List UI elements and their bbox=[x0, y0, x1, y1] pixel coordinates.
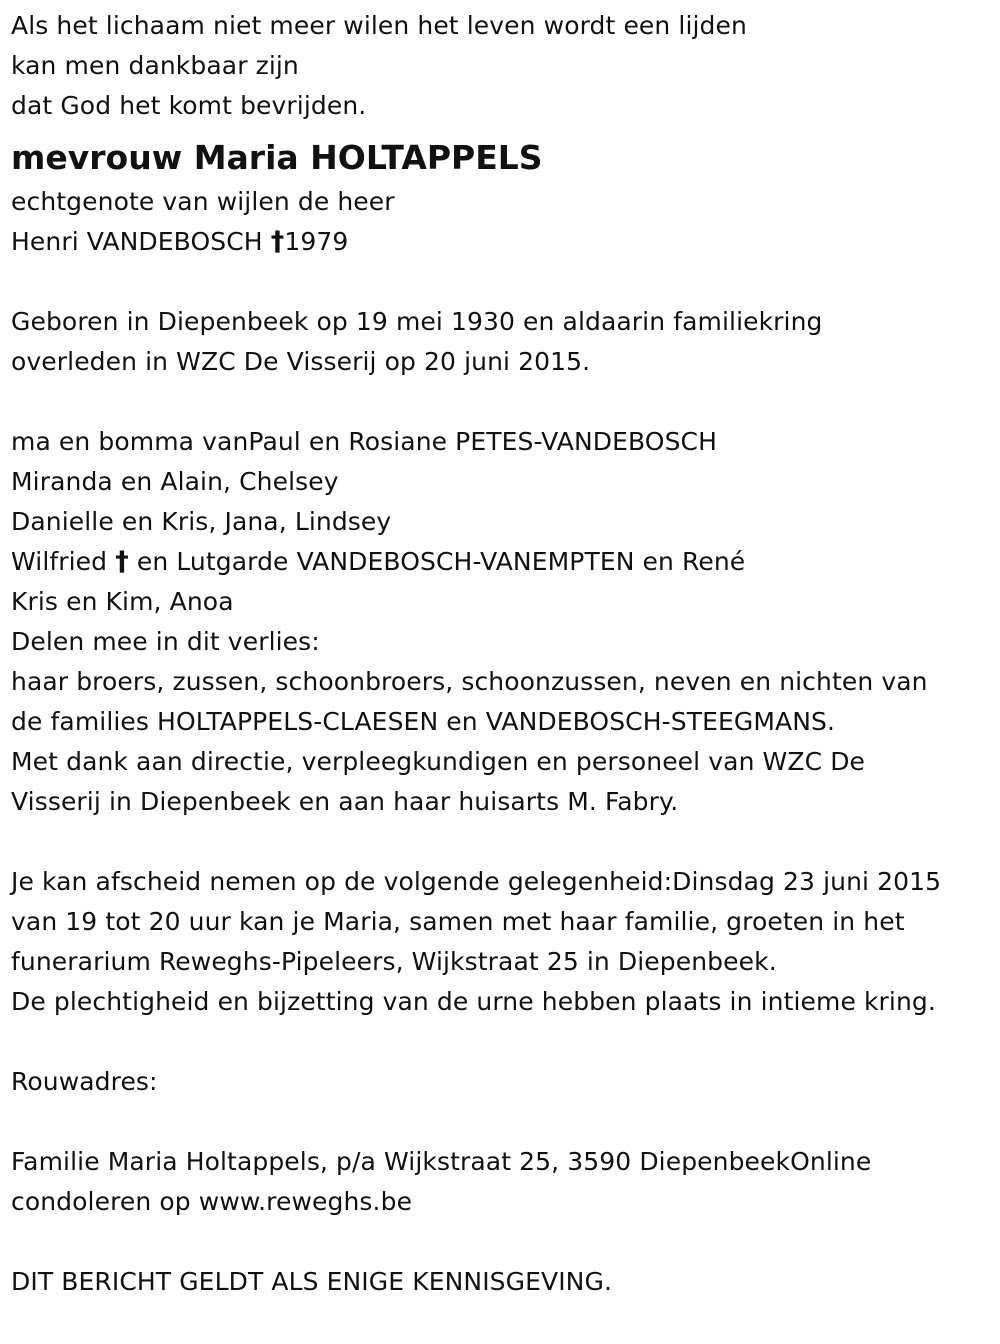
poem-line: kan men dankbaar zijn bbox=[11, 51, 299, 80]
birth-line: Geboren in Diepenbeek op 19 mei 1930 en aldaarin familiekring bbox=[11, 307, 823, 336]
thanks-line: Visserij in Diepenbeek en aan haar huisarts M. Fabry. bbox=[11, 787, 679, 816]
poem-line: dat God het komt bevrijden. bbox=[11, 91, 367, 120]
family-line: ma en bomma vanPaul en Rosiane PETES-VANDEBOSCH bbox=[11, 427, 718, 456]
footer-notice: DIT BERICHT GELDT ALS ENIGE KENNISGEVING. bbox=[11, 1267, 612, 1296]
family-line-start: Wilfried bbox=[11, 547, 116, 576]
poem bbox=[11, 6, 996, 126]
farewell-line: van 19 tot 20 uur kan je Maria, samen met haar familie, groeten in het bbox=[11, 907, 905, 936]
poem-line: Als het lichaam niet meer wilen het leven wordt een lijden bbox=[11, 11, 747, 40]
spouse-name: Henri VANDEBOSCH bbox=[11, 227, 271, 256]
family-line: Delen mee in dit verlies: bbox=[11, 627, 320, 656]
spacer bbox=[11, 382, 996, 422]
cross-icon: † bbox=[115, 546, 129, 577]
condolence-line: condoleren op www.reweghs.be bbox=[11, 1187, 413, 1216]
spouse-line bbox=[11, 222, 996, 262]
spouse-info bbox=[11, 182, 996, 262]
farewell-info bbox=[11, 862, 996, 1022]
birth-death-info bbox=[11, 302, 996, 382]
relation-line: echtgenote van wijlen de heer bbox=[11, 187, 395, 216]
cross-icon: † bbox=[270, 226, 285, 257]
spacer bbox=[11, 262, 996, 302]
death-line: overleden in WZC De Visserij op 20 juni 2015. bbox=[11, 347, 591, 376]
family-line: haar broers, zussen, schoonbroers, schoonzussen, neven en nichten van bbox=[11, 667, 928, 696]
spacer bbox=[11, 822, 996, 862]
family-line: Danielle en Kris, Jana, Lindsey bbox=[11, 507, 392, 536]
family-line-end: en Lutgarde VANDEBOSCH-VANEMPTEN en René bbox=[128, 547, 746, 576]
family-list bbox=[11, 422, 996, 822]
spacer bbox=[11, 1222, 996, 1262]
spouse-death-year: 1979 bbox=[284, 227, 349, 256]
farewell-line: funerarium Reweghs-Pipeleers, Wijkstraat 25 in Diepenbeek. bbox=[11, 947, 777, 976]
family-line: de families HOLTAPPELS-CLAESEN en VANDEBOSCH-STEEGMANS. bbox=[11, 707, 836, 736]
family-line: Kris en Kim, Anoa bbox=[11, 587, 234, 616]
deceased-name: mevrouw Maria HOLTAPPELS bbox=[11, 138, 543, 177]
family-line bbox=[11, 542, 996, 582]
address-line: Familie Maria Holtappels, p/a Wijkstraat 25, 3590 DiepenbeekOnline bbox=[11, 1147, 872, 1176]
farewell-line: De plechtigheid en bijzetting van de urne hebben plaats in intieme kring. bbox=[11, 987, 936, 1016]
farewell-line: Je kan afscheid nemen op de volgende gelegenheid:Dinsdag 23 juni 2015 bbox=[11, 867, 942, 896]
family-line: Miranda en Alain, Chelsey bbox=[11, 467, 339, 496]
spacer bbox=[11, 1022, 996, 1062]
address-label: Rouwadres: bbox=[11, 1067, 158, 1096]
thanks-line: Met dank aan directie, verpleegkundigen en personeel van WZC De bbox=[11, 747, 866, 776]
spacer bbox=[11, 1102, 996, 1142]
address-info bbox=[11, 1142, 996, 1222]
obituary-notice bbox=[11, 6, 996, 1302]
